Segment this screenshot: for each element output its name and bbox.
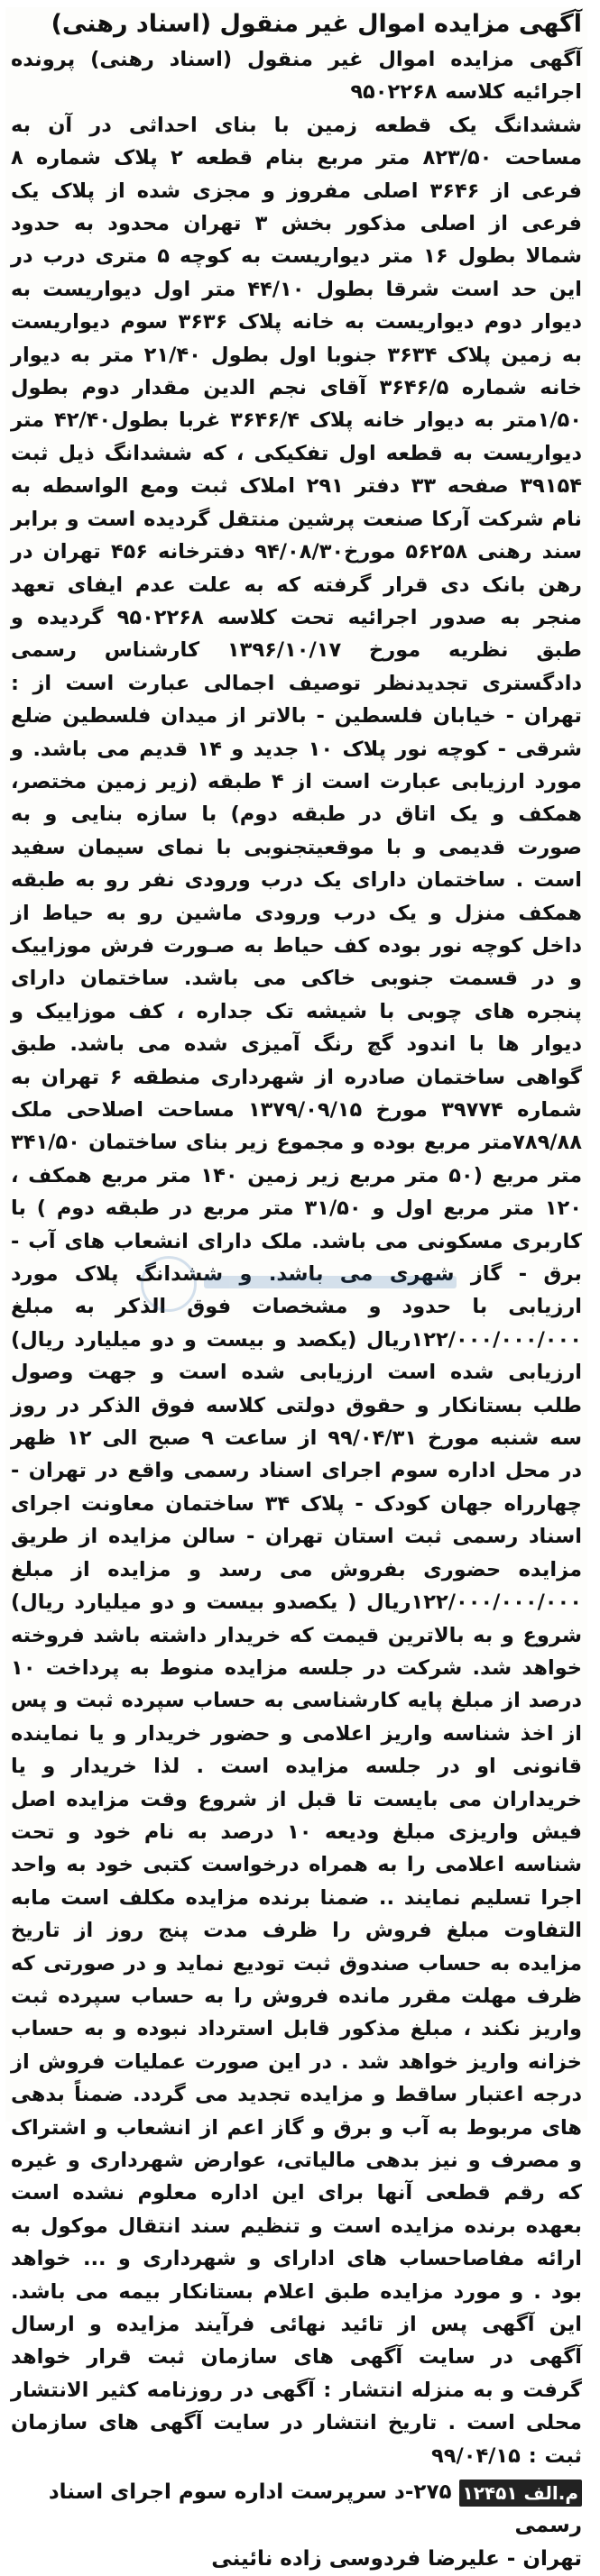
notice-paragraph-main: ششدانگ یک قطعه زمین با بنای احداثی در آن به مساحت ۸۲۳/۵۰ متر مربع بنام قطعه ۲ پلاک شماره ۸ فرعی از ۳۶۴۶ اصلی مفروز و مجزی شده از پلاک یک فرعی از اصلی مذکور بخش ۳ تهران محدود به حدود شمالا بطول ۱۶ متر دیواریست به کوچه ۵ متری درب در این حد است شرقا بطول ۴۴/۱۰ متر اول دیواریست به دیوار دوم دیواریست به خانه پلاک ۳۶۳۶ سوم دیواریست به زمین پلاک ۳۶۳۴ جنوبا اول بطول ۲۱/۴۰ متر به دیوار خانه شماره ۳۶۴۶/۵ آقای نجم الدین مقدار دوم بطول ۱/۵۰متر به دیوار خانه پلاک ۳۶۴۶/۴ غربا بطول۴۲/۴۰ متر دیواریست به قطعه اول تفکیکی ، که ششدانگ ذیل ثبت ۳۹۱۵۴ صفحه ۳۳ دفتر ۲۹۱ املاک ثبت ومع الواسطه به نام شرکت آرکا صنعت پرشین منتقل گردیده است و برابر سند رهنی ۵۶۲۵۸ مورخ۹۴/۰۸/۳۰ دفترخانه ۴۵۶ تهران در رهن بانک دی قرار گرفته که به علت عدم ایفای تعهد منجر به صدور اجرائیه تحت کلاسه ۹۵۰۲۲۶۸ گردیده و طبق نظریه مورخ ۱۳۹۶/۱۰/۱۷ کارشناس رسمی دادگستری تجدیدنظر توصیف اجمالی عبارت است از : تهران - خیابان فلسطین - بالاتر از میدان فلسطین ضلع شرقی - کوچه نور پلاک ۱۰ جدید و ۱۴ قدیم می باشد. و مورد ارزیابی عبارت است از ۴ طبقه (زیر زمین مختصر، همکف و یک اتاق در طبقه دوم) با سازه بنایی و به صورت قدیمی و با موقعیتجنوبی با نمای سیمان سفید است . ساختمان دارای یک درب ورودی نفر رو به طبقه همکف منزل و یک درب ورودی ماشین رو به حیاط از داخل کوچه نور بوده کف حیاط به صـورت فرش موزاییک و در قسمت جنوبی خاکی می باشد. ساختمان دارای پنجره های چوبی با شیشه تک جداره ، کف موزاییک و دیوار ها با اندود گچ رنگ آمیزی شده می باشد. طبق گواهی ساختمان صادره از شهرداری منطقه ۶ تهران به شماره ۳۹۷۷۴ مورخ ۱۳۷۹/۰۹/۱۵ مساحت اصلاحی ملک ۷۸۹/۸۸متر مربع بوده و مجموع زیر بنای ساختمان ۳۴۱/۵۰ متر مربع (۵۰ متر مربع زیر زمین ۱۴۰ متر مربع همکف ، ۱۲۰ متر مربع اول و ۳۱/۵۰ متر مربع در طبقه دوم ) با کاربری مسکونی می باشد. ملک دارای انشعاب های آب - برق - گاز شهری می باشد. و ششدانگ پلاک مورد ارزیابی با حدود و مشخصات فوق الذکر به مبلغ ۱۲۲/۰۰۰/۰۰۰/۰۰۰ریال (یکصد و بیست و دو میلیارد ریال) ارزیابی شده است ارزیابی شده است و جهت وصول طلب بستانکار و حقوق دولتی کلاسه فوق الذکر در روز سه شنبه مورخ ۹۹/۰۴/۳۱ از ساعت ۹ صبح الی ۱۲ ظهر در محل اداره سوم اجرای اسناد رسمی واقع در تهران - چهارراه جهان کودک - پلاک ۳۴ ساختمان معاونت اجرای اسناد رسمی ثبت استان تهران - سالن مزایده از طریق مزایده حضوری بفروش می رسد و مزایده از مبلغ ۱۲۲/۰۰۰/۰۰۰/۰۰۰ریال ( یکصدو بیست و دو میلیارد ریال) شروع و به بالاترین قیمت که خریدار داشته باشد فروخته خواهد شد. شرکت در جلسه مزایده منوط به پرداخت ۱۰ درصد از مبلغ پایه کارشناسی به حساب سپرده ثبت و پس از اخذ شناسه واریز اعلامی و حضور خریدار و یا نماینده قانونی او در جلسه مزایده است . لذا خریدار و یا خریداران می بایست تا قبل از شروع وقت مزایده اصل فیش واریزی مبلغ ودیعه ۱۰ درصد به نام خود و تحت شناسه اعلامی را به همراه درخواست کتبی خود به واحد اجرا تسلیم نمایند .. ضمنا برنده مزایده مکلف است مابه التفاوت مبلغ فروش را ظرف مدت پنج روز از تاریخ مزایده به حساب صندوق ثبت تودیع نماید و در صورتی که ظرف مهلت مقرر مانده فروش را به حساب سپرده ثبت واریز نکند ، مبلغ مذکور قابل استرداد نبوده و به حساب خزانه واریز خواهد شد . در این صورت عملیات فروش از درجه اعتبار ساقط و مزایده تجدید می گردد. ضمناً بدهی های مربوط به آب و برق و گاز اعم از انشعاب و اشتراک و مصرف و نیز بدهی مالیاتی، عوارض شهرداری و غیره که رقم قطعی آنها برای این اداره معلوم نشده است بعهده برنده مزایده است و تنظیم سند انتقال موکول به ارائه مفاصاحساب های ادارای و شهرداری و ... خواهد بود . و مورد مزایده طبق اعلام بستانکار بیمه می باشد. این آگهی پس از تائید نهائی فرآیند مزایده و ارسال آگهی در سایت آگهی های سازمان ثبت قرار خواهد گرفت و به منزله انتشار : آگهی در روزنامه کثیر الانتشار محلی است . تاریخ انتشار در سایت آگهی های سازمان ثبت : ۹۹/۰۴/۱۵ <box>11 113 583 2468</box>
notice-body <box>11 43 582 2472</box>
notice-page <box>5 7 587 2571</box>
footer-signature-row <box>11 2476 582 2543</box>
notice-paragraph-case: آگهی مزایده اموال غیر منقول (اسناد رهنی) پرونده اجرائیه کلاسه ۹۵۰۲۲۶۸ <box>11 48 582 105</box>
signature-line-1: سرپرست اداره سوم اجرای اسناد رسمی <box>48 2480 582 2538</box>
notice-title: آگهی مزایده اموال غیر منقول (اسناد رهنی) <box>51 10 582 38</box>
notice-footer <box>11 2476 582 2576</box>
signature-line-2: تهران - علیرضا فردوسی زاده نائینی <box>211 2547 582 2571</box>
notice-code-suffix: ۲۷۵-د <box>394 2480 452 2505</box>
notice-code-badge: م.الف ۱۲۴۵۱ <box>459 2480 582 2507</box>
